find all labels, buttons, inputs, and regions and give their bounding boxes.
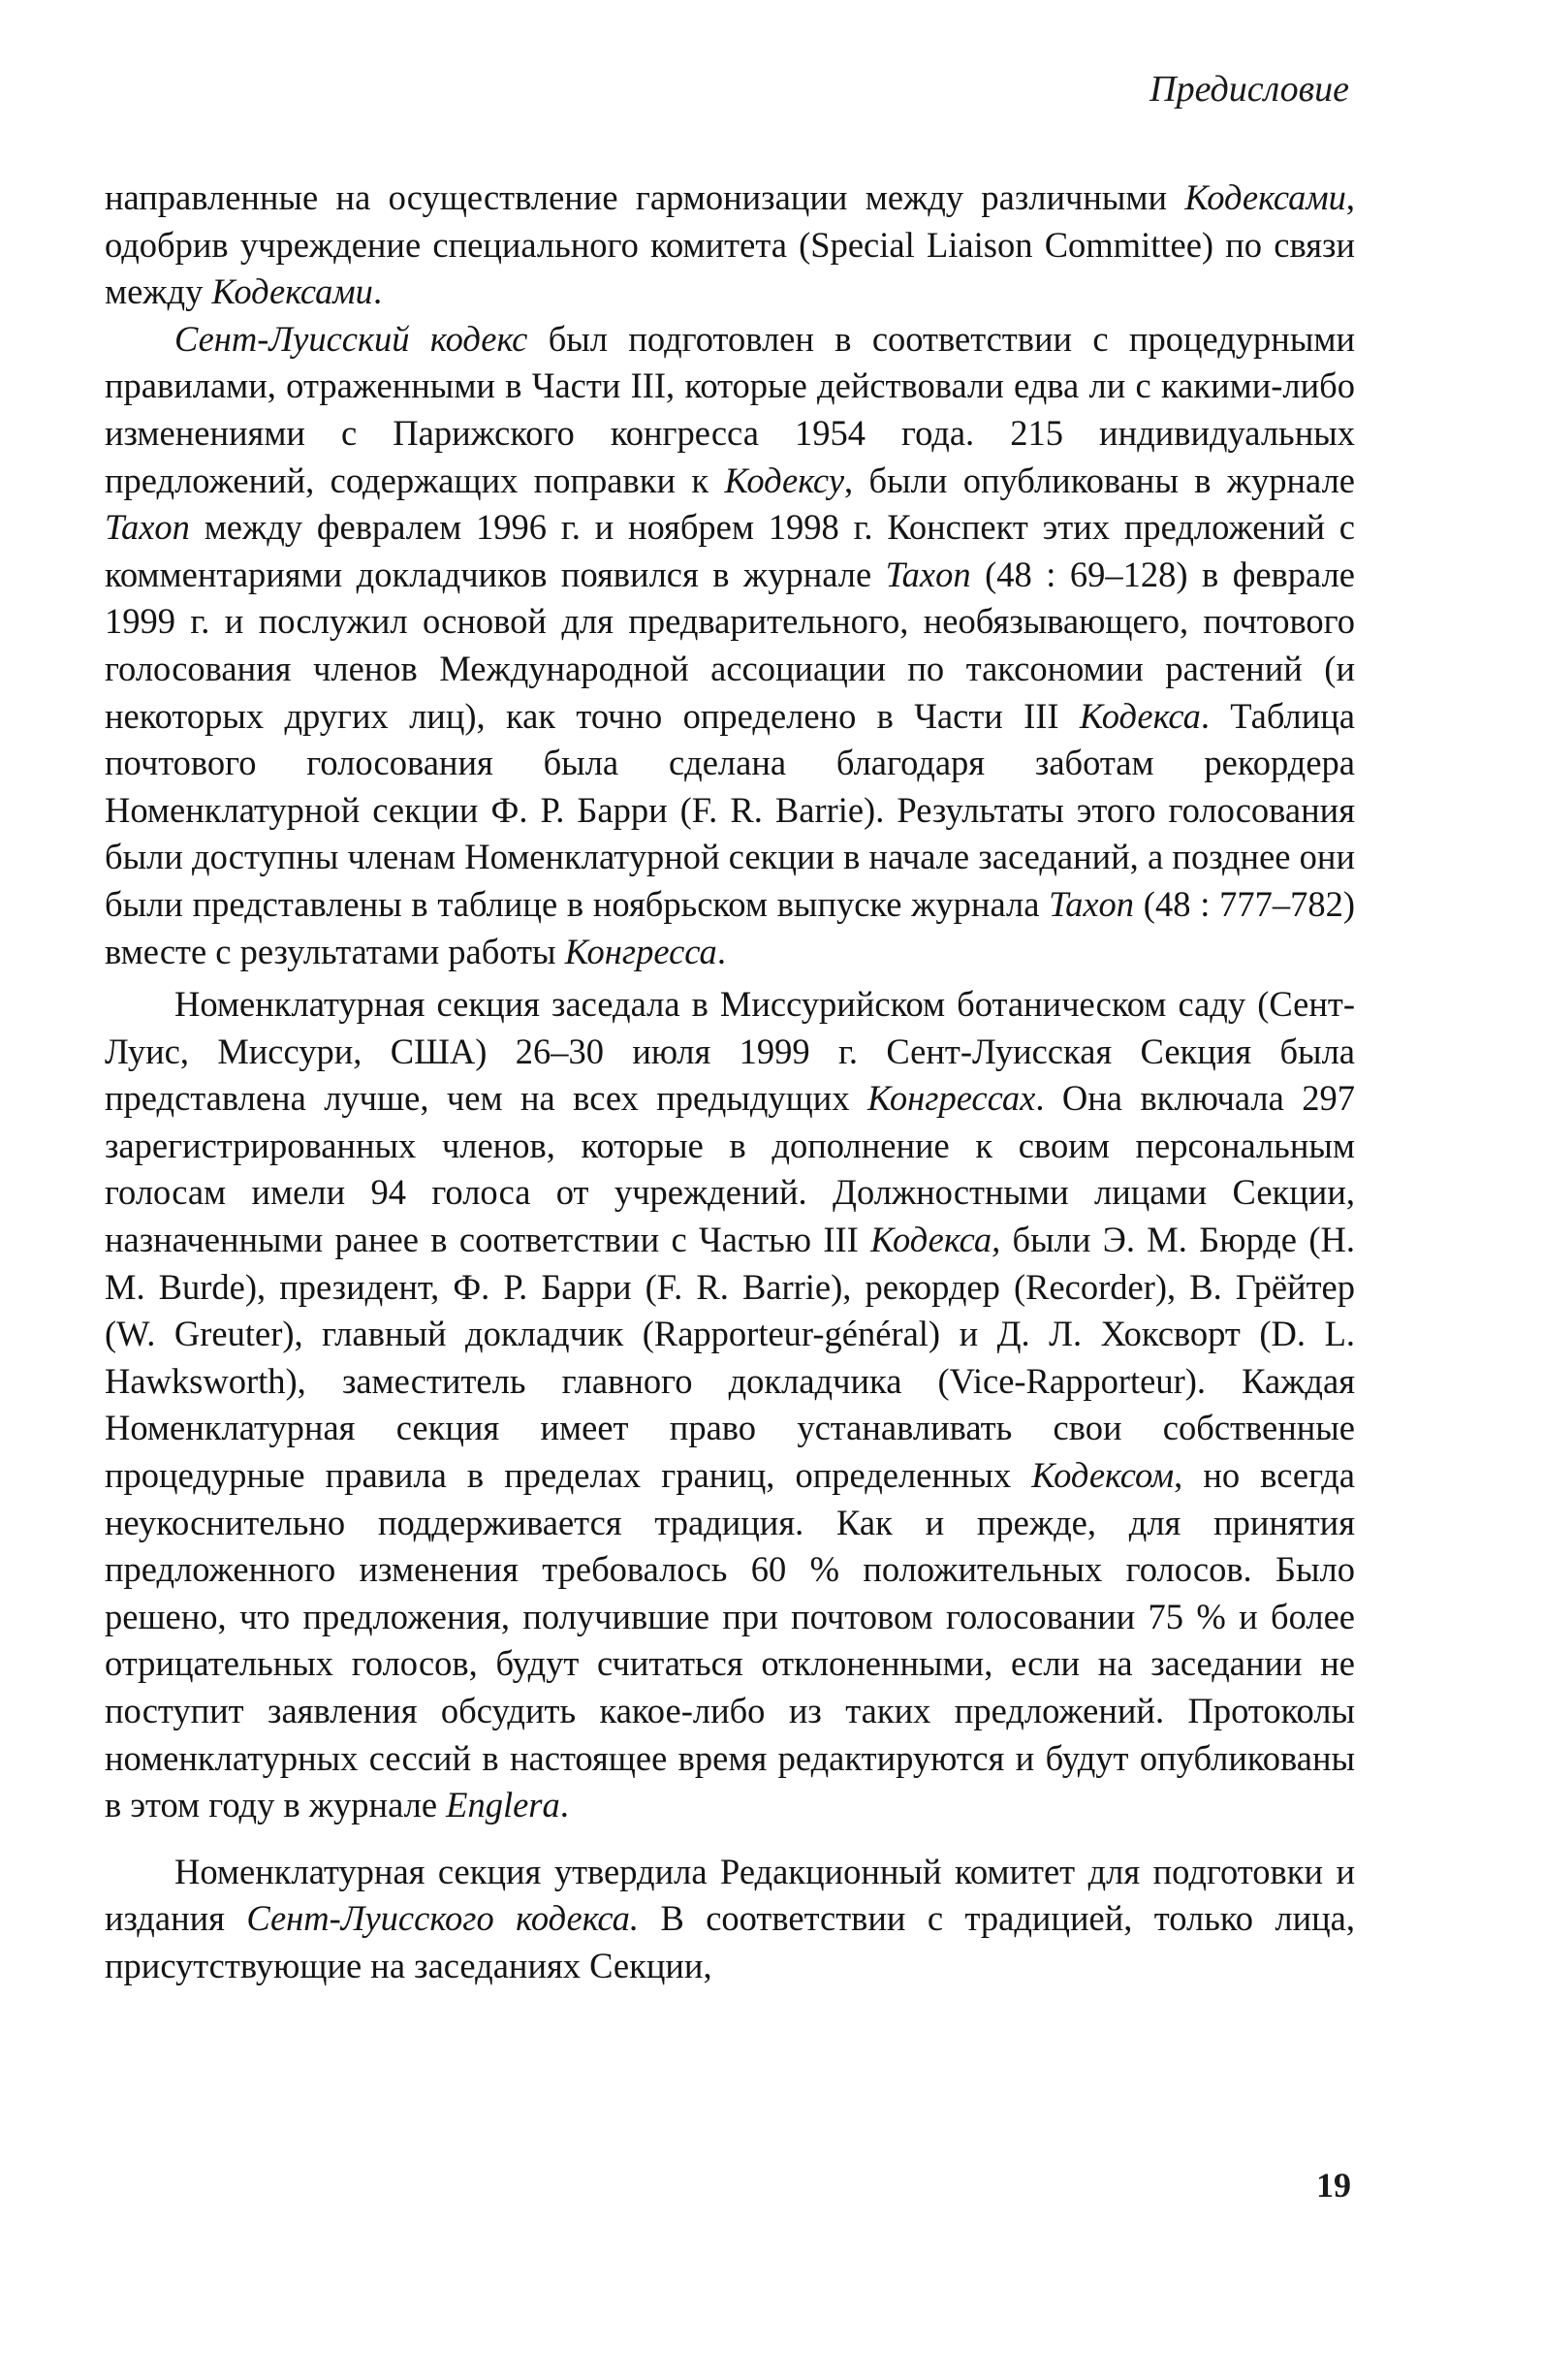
text-segment: был подготовлен в соответствии с процедурными правилами, отраженными в Части III, которые действовали едва ли с какими-либо изменениями с Парижского конгресса 1954 года. 215 индивидуальных предложений, содержащих поправки к — [105, 318, 1355, 500]
running-header: Предисловие — [1149, 69, 1349, 110]
italic-term: Кодекса, — [870, 1220, 1001, 1260]
italic-term: Taxon — [885, 554, 971, 594]
text-segment: . — [716, 931, 726, 971]
text-segment: , одобрив учреждение специального комитета (Special Liaison Committee) по связи между — [105, 177, 1355, 312]
text-segment: между февралем 1996 г. и ноябрем 1998 г. Конспект этих предложений с комментариями докладчиков появился в журнале — [105, 507, 1355, 594]
paragraph-procedure — [105, 316, 1355, 975]
italic-term: Конгресса — [564, 931, 717, 971]
paragraph-section-meeting — [105, 981, 1355, 1829]
text-segment: . Таблица почтового голосования была сделана благодаря заботам рекордера Номенклатурной секции Ф. Р. Барри (F. R. Barrie). Результаты этого голосования были доступны членам Номенклатурной секции в начале заседаний, а позднее они были представлены в таблице в ноябрьском выпуске журнала — [105, 695, 1355, 924]
text-segment: В соответствии с традицией, только лица, присутствующие на заседаниях Секции, — [105, 1898, 1356, 1985]
text-segment: (48 : 69–128) в феврале 1999 г. и послужил основой для предварительного, необязывающего, почтового голосования членов Международной ассоциации по таксономии растений (и некоторых других лиц), как точно определено в Части III — [105, 554, 1355, 736]
text-segment: направленные на осуществление гармонизации между различными — [105, 177, 1185, 217]
italic-term: Конгрессах — [867, 1078, 1036, 1119]
italic-term: Сент-Луисский кодекс — [174, 318, 528, 359]
italic-term: Taxon — [1049, 883, 1135, 924]
text-segment: . — [559, 1785, 569, 1825]
text-segment: Номенклатурная секция утвердила Редакционный комитет для подготовки и издания — [105, 1851, 1355, 1939]
italic-term: Кодексами — [1184, 177, 1346, 217]
text-segment: (48 : 777–782) вместе с результатами работы — [105, 883, 1355, 971]
page-number: 19 — [1316, 2166, 1351, 2205]
text-segment: Номенклатурная секция заседала в Миссурийском ботаническом саду (Сент-Луис, Миссури, США) 26–30 июля 1999 г. Сент-Луисская Секция была представлена лучше, чем на всех предыдущих — [105, 984, 1355, 1119]
italic-term: Кодексу — [724, 460, 845, 500]
text-segment: . Она включала 297 зарегистрированных членов, которые в дополнение к своим персональным голосам имели 94 голоса от учреждений. Должностными лицами Секции, назначенными ранее в соответствии с Частью III — [105, 1078, 1355, 1260]
italic-term: Кодекса — [1079, 695, 1201, 736]
text-segment: , но всегда неукоснительно поддерживается традиция. Как и прежде, для принятия предложенного изменения требовалось 60 % положительных голосов. Было решено, что предложения, получившие при почтовом голосовании 75 % и более отрицательных голосов, будут считаться отклоненными, если на заседании не поступит заявления обсудить какое-либо из таких предложений. Протоколы номенклатурных сессий в настоящее время редактируются и будут опубликованы в этом году в журнале — [105, 1455, 1355, 1825]
paragraph-editorial-committee — [105, 1849, 1355, 1990]
paragraph-continuation — [105, 175, 1355, 316]
italic-term: Кодексом — [1031, 1455, 1175, 1496]
italic-term: Taxon — [105, 507, 190, 548]
italic-term: Сент-Луисского кодекса. — [246, 1898, 640, 1939]
body-text — [105, 175, 1355, 1990]
text-segment: были Э. М. Бюрде (H. M. Burde), президент, Ф. Р. Барри (F. R. Barrie), рекордер (Recorder), В. Грёйтер (W. Greuter), главный докладчик (Rapporteur-général) и Д. Л. Хоксворт (D. L. Hawksworth), заместитель главного докладчика (Vice-Rapporteur). Каждая Номенклатурная секция имеет право устанавливать свои собственные процедурные правила в пределах границ, определенных — [105, 1220, 1355, 1496]
italic-term: Кодексами — [211, 271, 373, 312]
italic-term: Englera — [446, 1785, 560, 1825]
text-segment: , были опубликованы в журнале — [844, 460, 1355, 500]
text-segment: . — [372, 271, 383, 312]
